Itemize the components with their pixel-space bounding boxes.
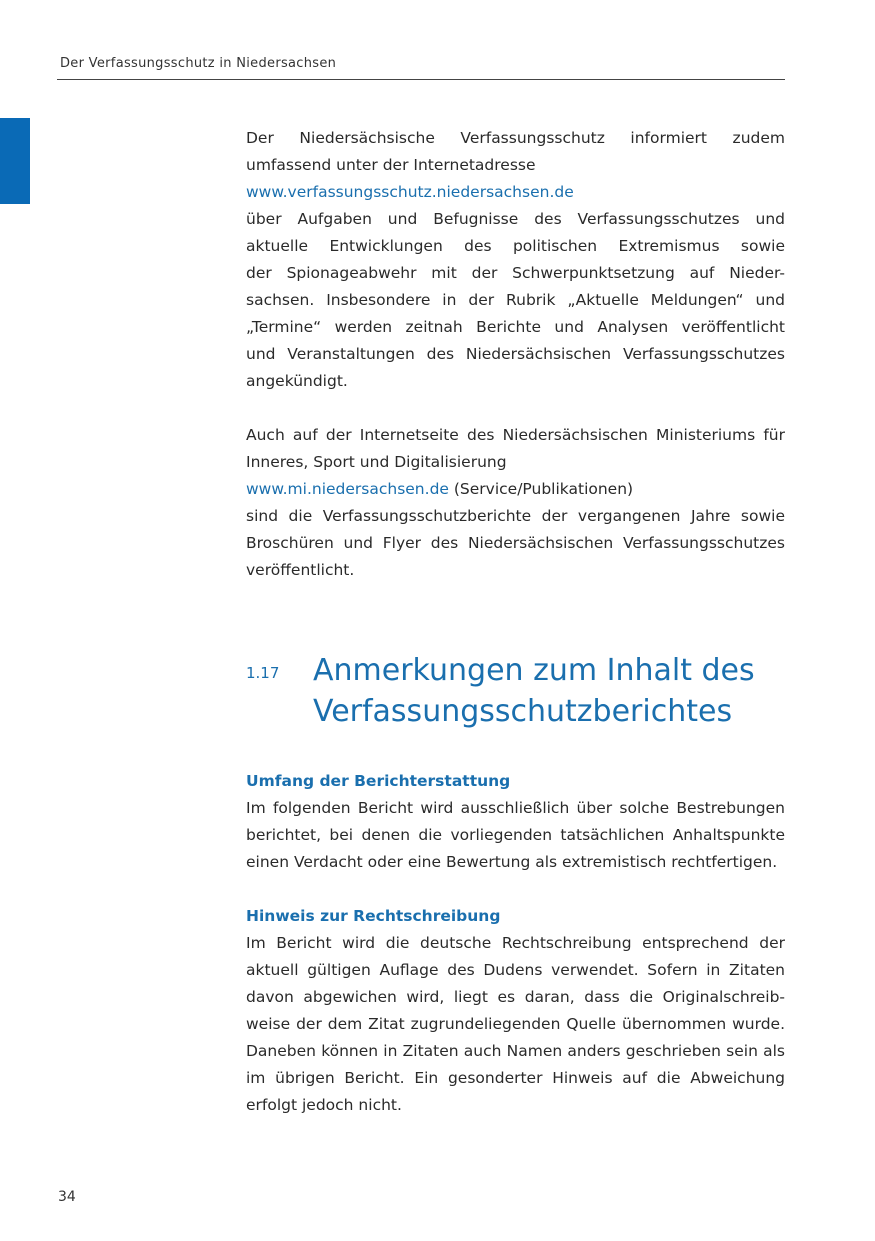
page-number: 34 [58,1189,76,1205]
text-line: Im folgenden Bericht wird ausschließlich über solche Bestrebungen [246,799,785,817]
text-line: „Termine“ werden zeitnah Berichte und Analysen veröffentlicht [246,318,785,336]
text-line: Der Niedersächsische Verfassungsschutz informiert zudem [246,129,785,147]
section-title-line: Anmerkungen zum Inhalt des [313,653,755,688]
mi-website-link[interactable]: www.mi.niedersachsen.de [246,480,449,498]
text-line: veröffentlicht. [246,561,355,579]
text-line: im übrigen Bericht. Ein gesonderter Hinweis auf die Abweichung [246,1069,785,1087]
text-line: davon abgewichen wird, liegt es daran, dass die Originalschreib- [246,988,785,1006]
intro-paragraph-1 [246,125,785,395]
text-line: berichtet, bei denen die vorliegenden tatsächlichen Anhaltspunkte [246,826,785,844]
section-gap [246,584,785,650]
section-title-line: Verfassungsschutzberichtes [313,694,733,729]
intro-paragraph-2 [246,422,785,584]
section-title [313,650,755,732]
section-number: 1.17 [246,664,280,682]
text-line: Broschüren und Flyer des Niedersächsischen Verfassungsschutzes [246,534,785,552]
paragraph-gap [246,876,785,903]
text-line: Im Bericht wird die deutsche Rechtschreibung entsprechend der [246,934,785,952]
text-line: Inneres, Sport und Digitalisierung [246,453,507,471]
text-line: der Spionageabwehr mit der Schwerpunktsetzung auf Nieder- [246,264,785,282]
text-line: aktuelle Entwicklungen des politischen Extremismus sowie [246,237,785,255]
page-content [246,125,785,1119]
text-line: umfassend unter der Internetadresse [246,156,536,174]
scope-subheading: Umfang der Berichterstattung [246,772,511,790]
text-line: sachsen. Insbesondere in der Rubrik „Aktuelle Meldungen“ und [246,291,785,309]
text-line: Daneben können in Zitaten auch Namen anders geschrieben sein als [246,1042,785,1060]
text-line: Auch auf der Internetseite des Niedersächsischen Ministeriums für [246,426,785,444]
text-line: weise der dem Zitat zugrundeliegenden Quelle übernommen wurde. [246,1015,785,1033]
text-line: einen Verdacht oder eine Bewertung als extremistisch rechtfertigen. [246,853,778,871]
text-line: aktuell gültigen Auflage des Dudens verwendet. Sofern in Zitaten [246,961,785,979]
heading-gap [246,732,785,768]
paragraph-gap [246,395,785,422]
spelling-paragraph [246,930,785,1119]
text-line: angekündigt. [246,372,348,390]
verfassungsschutz-website-link[interactable]: www.verfassungsschutz.niedersachsen.de [246,183,574,201]
link-line [246,476,785,503]
running-header: Der Verfassungsschutz in Niedersachsen [60,56,337,71]
chapter-side-tab [0,118,30,204]
text-line: über Aufgaben und Befugnisse des Verfassungsschutzes und [246,210,785,228]
text-line: und Veranstaltungen des Niedersächsischen Verfassungsschutzes [246,345,785,363]
text-line: sind die Verfassungsschutzberichte der vergangenen Jahre sowie [246,507,785,525]
text-line: erfolgt jedoch nicht. [246,1096,402,1114]
link-suffix: (Service/Publikationen) [448,480,634,498]
header-divider [57,79,785,80]
spelling-subheading: Hinweis zur Rechtschreibung [246,907,501,925]
section-heading [246,650,785,732]
scope-paragraph [246,795,785,876]
